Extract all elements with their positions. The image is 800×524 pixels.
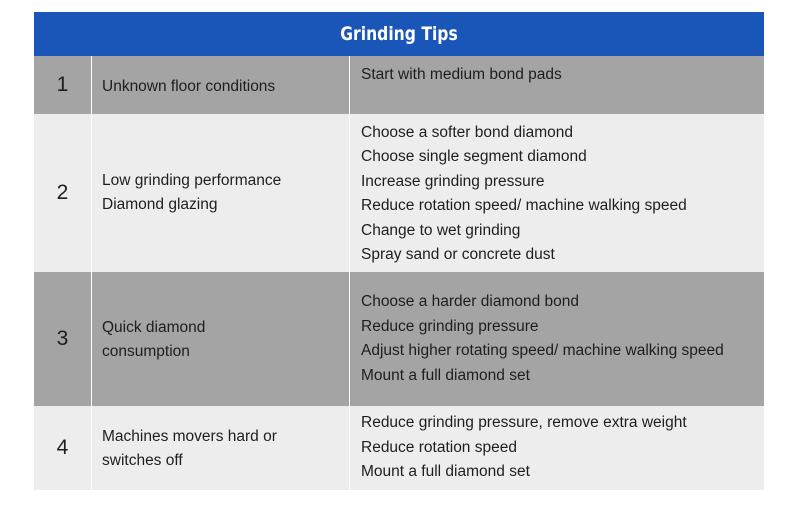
issue-text: Unknown floor conditions: [102, 78, 276, 95]
solution-text: Choose single segment diamond: [361, 148, 587, 165]
table-row: [34, 56, 764, 114]
solution-text: Increase grinding pressure: [361, 172, 545, 190]
solution-text: Spray sand or concrete dust: [361, 246, 555, 263]
row-number: 4: [34, 406, 92, 490]
solution-cell: [350, 272, 764, 406]
issue-text: Machines movers hard or: [102, 428, 277, 445]
issue-text: switches off: [102, 452, 183, 469]
solution-cell: [350, 114, 764, 272]
solution-text: Mount a full diamond set: [361, 366, 530, 384]
grinding-tips-table: [34, 12, 764, 490]
solution-text: Reduce grinding pressure: [361, 317, 539, 335]
table-row: [34, 114, 764, 272]
row-number: 1: [34, 56, 92, 114]
issue-cell: [92, 272, 350, 406]
issue-text: Quick diamond: [102, 319, 206, 336]
solution-text: Change to wet grinding: [361, 221, 521, 239]
solution-cell: [350, 56, 764, 114]
solution-text: Start with medium bond pads: [361, 66, 562, 83]
issue-cell: [92, 56, 350, 114]
solution-text: Reduce grinding pressure, remove extra weight: [361, 414, 687, 432]
issue-text: consumption: [102, 343, 190, 360]
solution-text: Reduce rotation speed/ machine walking speed: [361, 197, 687, 214]
solution-cell: [350, 406, 764, 490]
table-header: [34, 12, 764, 56]
row-number: 3: [34, 272, 92, 406]
issue-cell: [92, 406, 350, 490]
table-row: [34, 272, 764, 406]
table-row: [34, 406, 764, 490]
table-title: Grinding Tips: [100, 12, 699, 56]
issue-text: Diamond glazing: [102, 196, 218, 213]
row-number: 2: [34, 114, 92, 272]
solution-text: Mount a full diamond set: [361, 463, 530, 481]
solution-text: Choose a softer bond diamond: [361, 123, 573, 141]
solution-text: Choose a harder diamond bond: [361, 293, 580, 310]
issue-cell: [92, 114, 350, 272]
solution-text: Reduce rotation speed: [361, 438, 517, 456]
issue-text: Low grinding performance: [102, 172, 282, 189]
solution-text: Adjust higher rotating speed/ machine walking speed: [361, 342, 724, 359]
